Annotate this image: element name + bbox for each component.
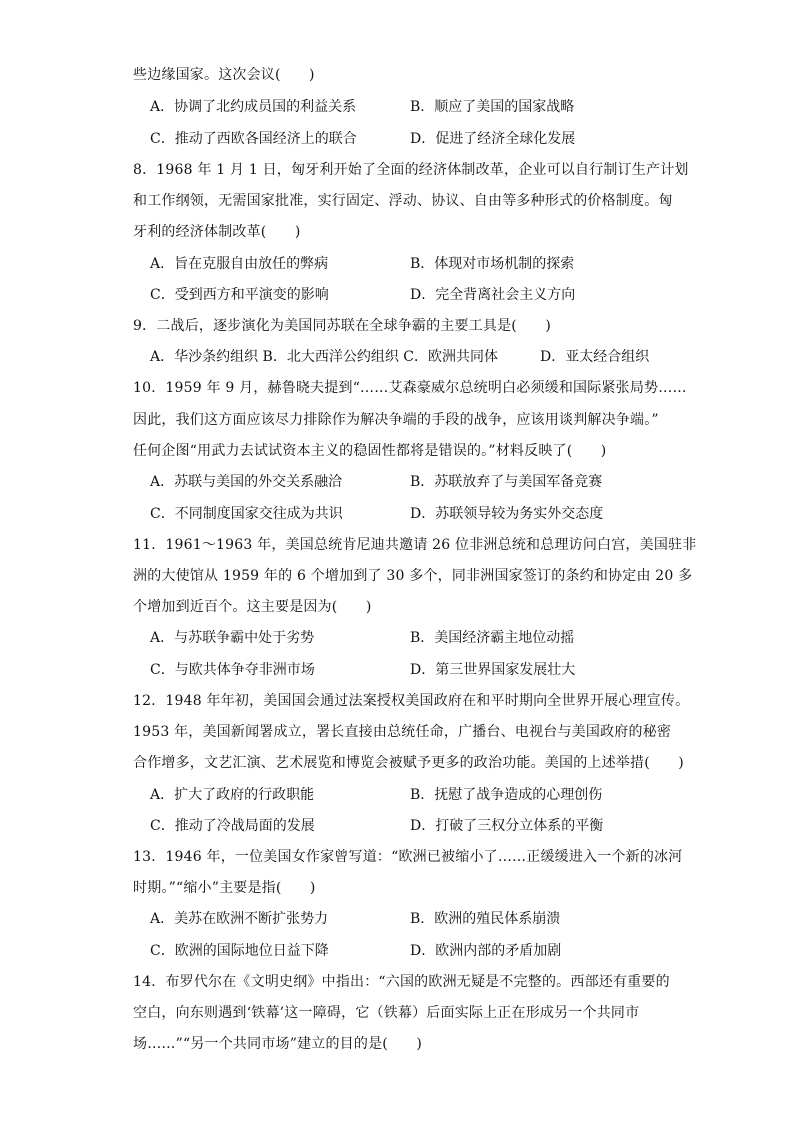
q9-options: A．华沙条约组织 B．北大西洋公约组织 C．欧洲共同体 D．亚太经合组织 bbox=[150, 349, 650, 365]
q11-stem-line-2: 洲的大使馆从 1959 年的 6 个增加到了 30 多个，同非洲国家签订的条约和协定由 20 多 bbox=[133, 568, 693, 584]
q14-stem-line-1: 14．布罗代尔在《文明史纲》中指出：“六国的欧洲无疑是不完整的。西部还有重要的 bbox=[133, 974, 670, 990]
q13-option-b: B．欧洲的殖民体系崩溃 bbox=[410, 911, 561, 927]
q12-option-a: A．扩大了政府的行政职能 bbox=[150, 787, 315, 803]
q13-stem-line-1: 13．1946 年，一位美国女作家曾写道：“欧洲已被缩小了……正缓缓进入一个新的冰河 bbox=[133, 849, 683, 865]
q13-option-c: C．欧洲的国际地位日益下降 bbox=[150, 943, 329, 959]
q13-stem-line-2: 时期。”“缩小”主要是指( ) bbox=[133, 880, 316, 896]
q10-stem-line-3: 任何企图“用武力去试试资本主义的稳固性都将是错误的。”材料反映了( ) bbox=[133, 443, 607, 459]
q13-option-a: A．美苏在欧洲不断扩张势力 bbox=[150, 911, 329, 927]
q10-stem-line-2: 因此，我们这方面应该尽力排除作为解决争端的手段的战争，应该用谈判解决争端。” bbox=[133, 412, 659, 428]
q7-option-b: B．顺应了美国的国家战略 bbox=[410, 99, 575, 115]
q11-option-d: D．第三世界国家发展壮大 bbox=[410, 662, 576, 678]
q14-stem-line-3: 场……”“另一个共同市场”建立的目的是( ) bbox=[133, 1036, 422, 1052]
q8-option-b: B．体现对市场机制的探索 bbox=[410, 256, 575, 272]
q8-stem-line-3: 牙利的经济体制改革( ) bbox=[133, 224, 301, 240]
q9-stem-line: 9．二战后，逐步演化为美国同苏联在全球争霸的主要工具是( ) bbox=[133, 318, 552, 334]
q7-option-c: C．推动了西欧各国经济上的联合 bbox=[150, 131, 357, 147]
q7-option-a: A．协调了北约成员国的利益关系 bbox=[150, 99, 357, 115]
q11-stem-line-3: 个增加到近百个。这主要是因为( ) bbox=[133, 599, 372, 615]
q12-option-b: B．抚慰了战争造成的心理创伤 bbox=[410, 787, 603, 803]
q10-stem-line-1: 10．1959 年 9 月，赫鲁晓夫提到“……艾森豪威尔总统明白必须缓和国际紧张局势…… bbox=[133, 380, 687, 396]
q7-option-d: D．促进了经济全球化发展 bbox=[410, 131, 576, 147]
q8-option-d: D．完全背离社会主义方向 bbox=[410, 287, 576, 303]
q14-stem-line-2: 空白，向东则遇到‘铁幕’这一障碍，它（铁幕）后面实际上正在形成另一个共同市 bbox=[133, 1005, 640, 1021]
q11-option-a: A．与苏联争霸中处于劣势 bbox=[150, 630, 315, 646]
q10-option-b: B．苏联放弃了与美国军备竞赛 bbox=[410, 474, 603, 490]
q10-option-a: A．苏联与美国的外交关系融洽 bbox=[150, 474, 343, 490]
q12-stem-line-1: 12．1948 年年初，美国国会通过法案授权美国政府在和平时期向全世界开展心理宣传。 bbox=[133, 693, 690, 709]
q12-option-d: D．打破了三权分立体系的平衡 bbox=[410, 818, 604, 834]
q7-stem-line: 些边缘国家。这次会议( ) bbox=[133, 67, 315, 83]
q11-option-b: B．美国经济霸主地位动摇 bbox=[410, 630, 575, 646]
q11-option-c: C．与欧共体争夺非洲市场 bbox=[150, 662, 315, 678]
q12-option-c: C．推动了冷战局面的发展 bbox=[150, 818, 315, 834]
q8-option-c: C．受到西方和平演变的影响 bbox=[150, 287, 329, 303]
q13-option-d: D．欧洲内部的矛盾加剧 bbox=[410, 943, 562, 959]
q8-option-a: A．旨在克服自由放任的弊病 bbox=[150, 256, 329, 272]
q10-option-d: D．苏联领导较为务实外交态度 bbox=[410, 506, 604, 522]
q12-stem-line-3: 合作增多，文艺汇演、艺术展览和博览会被赋予更多的政治功能。美国的上述举措( ) bbox=[133, 755, 684, 771]
q10-option-c: C．不同制度国家交往成为共识 bbox=[150, 506, 343, 522]
q8-stem-line-2: 和工作纲领，无需国家批准，实行固定、浮动、协议、自由等多种形式的价格制度。匈 bbox=[133, 193, 673, 209]
q8-stem-line-1: 8．1968 年 1 月 1 日，匈牙利开始了全面的经济体制改革，企业可以自行制订生产计划 bbox=[133, 162, 689, 178]
q12-stem-line-2: 1953 年，美国新闻署成立，署长直接由总统任命，广播台、电视台与美国政府的秘密 bbox=[133, 724, 672, 740]
q11-stem-line-1: 11．1961～1963 年，美国总统肯尼迪共邀请 26 位非洲总统和总理访问白宫，美国驻非 bbox=[133, 537, 697, 553]
